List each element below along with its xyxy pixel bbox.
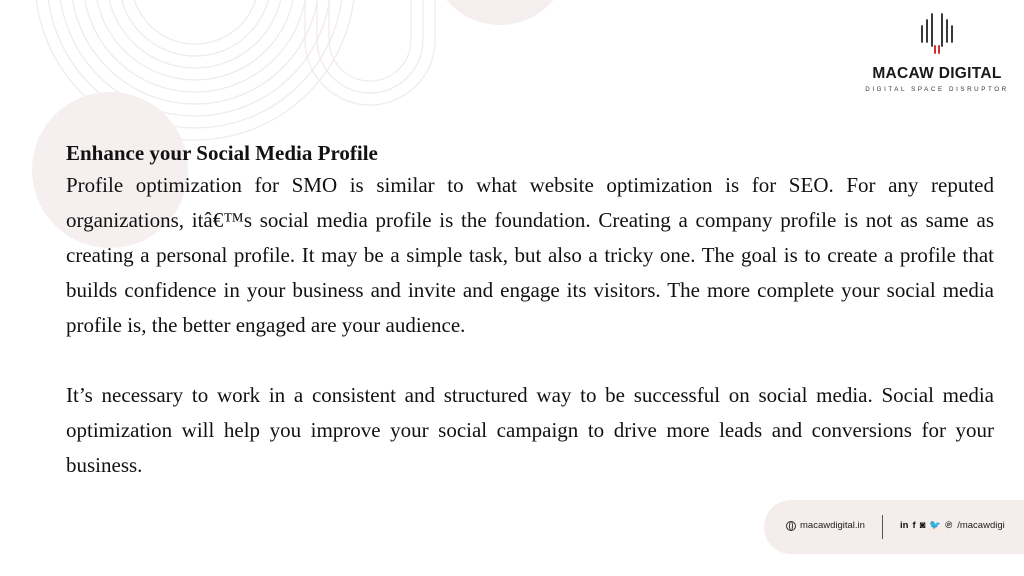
website-text: macawdigital.in xyxy=(800,520,865,531)
globe-icon xyxy=(786,521,796,531)
website-link[interactable] xyxy=(786,520,865,531)
instagram-icon[interactable]: ◙ xyxy=(919,520,926,531)
footer-divider xyxy=(882,515,883,539)
brand-tagline: DIGITAL SPACE DISRUPTOR xyxy=(865,86,1009,93)
brand-name: MACAW DIGITAL xyxy=(872,65,1002,82)
brand-logo[interactable] xyxy=(862,10,1012,100)
section-heading: Enhance your Social Media Profile xyxy=(66,141,378,165)
social-links xyxy=(900,520,1005,531)
linkedin-icon[interactable]: in xyxy=(900,520,909,531)
twitter-icon[interactable]: 🐦 xyxy=(929,520,942,531)
social-handle: /macawdigi xyxy=(957,520,1005,531)
paragraph-2: It’s necessary to work in a consistent and structured way to be successful on social media. Social media optimization will help you improve your social campaign to drive more leads and conversions for your business. xyxy=(66,383,994,477)
logo-mark-icon xyxy=(919,12,955,56)
footer-contact-bar xyxy=(764,500,1024,554)
pinterest-icon[interactable]: ℗ xyxy=(945,520,953,531)
content-block xyxy=(66,139,994,483)
facebook-icon[interactable]: f xyxy=(912,520,916,531)
paragraph-1: Profile optimization for SMO is similar to what website optimization is for SEO. For any reputed organizations, itâ€™s social media profile is the foundation. Creating a company profile is not as same as creating a personal profile. It may be a simple task, but also a tricky one. The goal is to create a profile that builds confidence in your business and invite and engage its visitors. The more complete your social media profile is, the better engaged are your audience. xyxy=(66,173,994,337)
